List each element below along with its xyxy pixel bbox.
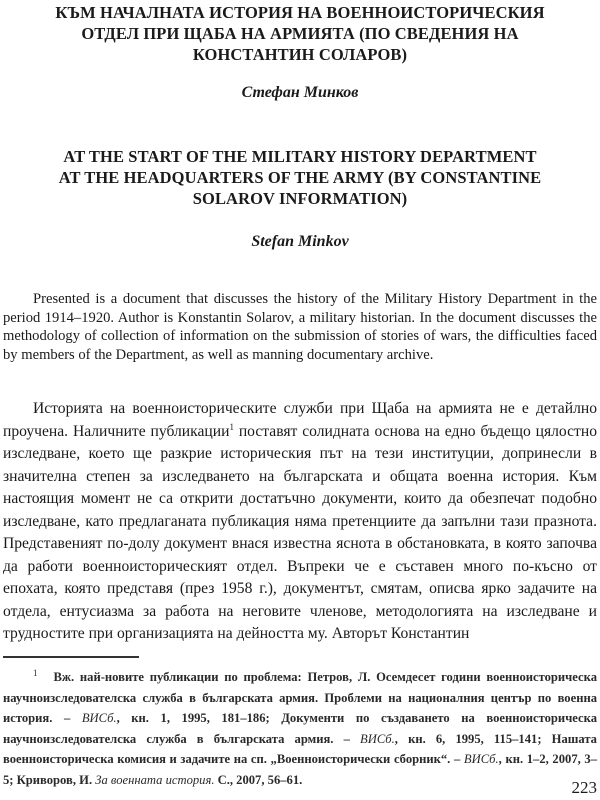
footnote — [3, 663, 597, 790]
footnote-text: Вж. най-новите публикации по проблема: — [53, 670, 308, 685]
author-english: Stefan Minkov — [251, 233, 349, 250]
title-en-line: AT THE HEADQUARTERS OF THE ARMY (BY CONSTANTINE — [58, 168, 542, 187]
footnote-journal: ВИСб. — [463, 752, 499, 767]
footnote-journal: ВИСб. — [81, 711, 117, 726]
title-bulgarian — [0, 2, 600, 65]
body-text-part2: поставят солидната основа на едно бъдещо цялостно изследване, което ще разкрие историческия път на тези институции, допринесли в значителна степен за изследването на българската и общата военна история. Към настоящия момент не са открити достатъчно документи, които да обезпечат подобно изследване, като предлаганата публикация няма претенциите да запълни тази празнота. Представеният по-долу документ внася известна яснота в обстановката, в която започва да работи военноисторическият отдел. Въпреки че е съставен много по-късно от епохата, която представя (през 1958 г.), документът, смятам, описва ярко задачите на отдела, ентусиазма за работа на неговите членове, методологията на изследване и трудностите при организацията на дейността му. Авторът Константин — [3, 422, 597, 642]
body-text-part1: Историята на военноисторическите служби при Щаба на армията не е детайлно проучена. Наличните публикации — [3, 400, 597, 440]
author-bulgarian: Стефан Минков — [241, 84, 359, 101]
footnote-mark: 1 — [33, 668, 38, 678]
footnote-divider — [3, 656, 139, 658]
footnote-journal: ВИСб. — [360, 731, 395, 746]
footnote-text: , кн. 1, 1995, 181–186; Документи по създаването на военноисторическа научноизследователска служба в българската армия. – — [3, 711, 597, 746]
body-paragraph — [3, 398, 597, 646]
title-bg-line: КОНСТАНТИН СОЛАРОВ) — [192, 45, 408, 64]
footnote-text: , кн. 1–2, 2007, 3–5; — [3, 752, 597, 787]
page-number: 223 — [571, 778, 597, 797]
footnote-book-title: За военната история. — [95, 772, 215, 787]
title-en-line: AT THE START OF THE MILITARY HISTORY DEPARTMENT — [63, 147, 537, 166]
footnote-text: С., 2007, 56–61. — [214, 772, 303, 787]
title-bg-line: ОТДЕЛ ПРИ ЩАБА НА АРМИЯТА (ПО СВЕДЕНИЯ НА — [81, 24, 519, 43]
footnote-reference[interactable]: 1 — [229, 421, 234, 432]
footnote-text: , кн. 6, 1995, 115–141; Нашата военноисторическа комисия и задачите на сп. „Военноисторически сборник“. – — [3, 731, 597, 767]
footnote-author: Петров, Л. — [307, 670, 371, 685]
title-en-line: SOLAROV INFORMATION) — [192, 189, 408, 208]
footnote-text: . — [88, 772, 96, 787]
abstract: Presented is a document that discusses the history of the Military History Department in the period 1914–1920. Author is Konstantin Solarov, a military historian. In the document discusses the methodology of collection of information on the submission of stories of wars, the difficulties faced by members of the Department, as well as manning documentary archive. — [3, 291, 597, 363]
title-bg-line: КЪМ НАЧАЛНАТА ИСТОРИЯ НА ВОЕННОИСТОРИЧЕСКИЯ — [55, 3, 545, 22]
footnote-text: Осемдесет години военноисторическа научноизследователска служба в българската армия. Проблеми на националния център по военна история. – — [3, 670, 597, 726]
title-english — [0, 146, 600, 209]
footnote-author: Криворов, И — [16, 772, 89, 787]
